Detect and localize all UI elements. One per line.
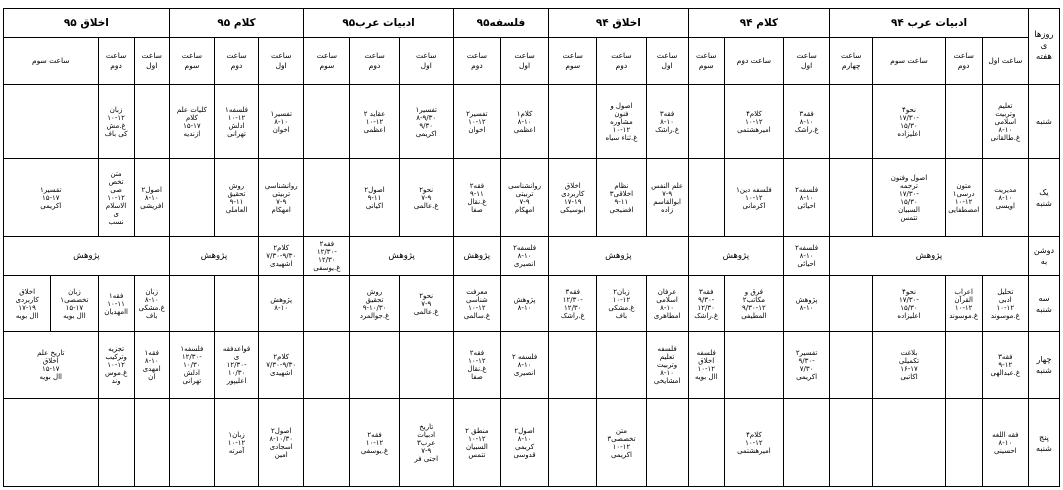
class-cell: فقه۳ -۱۲/۳۰ ۱۲/۳۰ غ.راشک: [549, 276, 597, 332]
class-cell: زبان۱ ۱۰-۱۲ آمرته: [214, 399, 258, 487]
class-cell: فلسفه دین۱ ۱۰-۱۲ اکرمانی: [724, 159, 783, 237]
class-cell: [549, 399, 597, 487]
research-cell: پژوهش: [169, 237, 258, 276]
class-cell: فقه۲ ۱۰-۱۲ غ.نقال صفا: [453, 332, 500, 399]
class-cell: نحو۴ -۱۷/۳۰ ۱۵/۳۰ اعلیزاده: [873, 276, 945, 332]
class-cell: نظام اخلاقی۳ ۹-۱۱ افضیحی: [597, 159, 646, 237]
class-cell: [945, 332, 982, 399]
class-cell: [214, 276, 258, 332]
class-cell: [830, 85, 873, 159]
class-cell: تفسیر۱ ۱۵-۱۷ اکریمی: [4, 159, 99, 237]
class-cell: [830, 332, 873, 399]
class-cell: کلام۴ ۱۰-۱۲ امیرهشتمی: [724, 399, 783, 487]
class-cell: روانشناسی تربیتی ۷-۹ امهکام: [500, 159, 548, 237]
slot-header: ساعت دوم: [350, 38, 399, 85]
class-cell: علم النفس ۷-۹ ابوالقاسم زاده: [646, 159, 688, 237]
day-label-sunday: یک شنبه: [1028, 159, 1059, 237]
group-header-arabic-lit-94: ادبیات عرب ۹۴: [830, 9, 1029, 38]
slot-header: ساعت سوم: [4, 38, 99, 85]
group-header-theology-95: کلام ۹۵: [169, 9, 303, 38]
group-header-ethics-95: اخلاق ۹۵: [4, 9, 170, 38]
class-cell: پژوهش ۸-۱۰: [784, 276, 830, 332]
day-label-thursday: پنج شنبه: [1028, 399, 1059, 487]
slot-header: ساعت اول: [646, 38, 688, 85]
slot-header: ساعت دوم: [597, 38, 646, 85]
slot-header: ساعت سوم: [873, 38, 945, 85]
class-cell: اصول وفنون ترجمه -۱۷/۳۰ ۱۵/۳۰ السبیان تتمس: [873, 159, 945, 237]
class-cell: اصول۲ ۹-۱۱ اکیانی: [350, 159, 399, 237]
slot-header: ساعت اول: [259, 38, 304, 85]
class-cell: [98, 399, 134, 487]
class-cell: اخلاق کاربردی ۱۷-۱۹ ابوسیکی: [549, 159, 597, 237]
class-cell: اصول و فنون مشاوره ۱۰-۱۲ غ.ثناء سیاه: [597, 85, 646, 159]
days-column-header: روزها ی هفته: [1028, 9, 1059, 85]
slot-header: ساعت اول: [784, 38, 830, 85]
slot-header: ساعت سوم: [688, 38, 724, 85]
class-cell: تفسیر۱ ۸-۹/۳۰ ۹/۳۰ اکریمی: [399, 85, 453, 159]
class-cell: کلام۲ ۷/۳۰-۹/۳۰ اشهیدی: [259, 332, 304, 399]
class-cell: قواعدفقه ی -۱۲/۳۰ ۱۰/۳۰ اعلیپور: [214, 332, 258, 399]
class-cell: اخلاق کاربردی ۱۷-۱۹ اال بویه: [15, 287, 39, 320]
class-cell: تجزیه وترکیب ۱۰-۱۲ غ.موس وند: [98, 332, 134, 399]
class-cell: فلسفه ۲ ۸-۱۰ انصیری: [500, 332, 548, 399]
class-cell: [304, 399, 350, 487]
class-cell: فقه۳ ۸-۱۰ غ.راشک: [784, 85, 830, 159]
class-cell: [134, 399, 169, 487]
day-label-saturday: شنبه: [1028, 85, 1059, 159]
class-cell: [304, 159, 350, 237]
class-cell: روش تحقیق ۹-۱۱ العاملی: [214, 159, 258, 237]
class-cell: زبان ۱۰-۱۲ غ.مش کی باف: [98, 85, 134, 159]
class-cell: فقه۳ -۹/۳۰ ۱۲/۳۰ غ.راشک: [688, 276, 724, 332]
class-cell: منطق ۲ ۱۰-۱۲ السبیان تتمس: [453, 399, 500, 487]
research-cell: پژوهش: [453, 237, 500, 276]
class-cell: [169, 276, 214, 332]
class-cell: کلیات علم کلام ۱۵-۱۷ ازندیه: [169, 85, 214, 159]
slot-header: ساعت دوم: [453, 38, 500, 85]
class-cell: تحلیل ادبی ۱۰-۱۲ غ.موسوند: [982, 276, 1028, 332]
slot-header: ساعت دوم: [98, 38, 134, 85]
class-cell: [304, 276, 350, 332]
class-cell: [169, 399, 214, 487]
class-cell: عقاید ۲ ۱۰-۱۲ اعظمی: [350, 85, 399, 159]
slot-header: ساعت دوم: [724, 38, 783, 85]
class-cell: فلسفه۲ ۸-۱۰ انصیری: [500, 237, 548, 276]
slot-header: ساعت اول: [134, 38, 169, 85]
class-cell: زبان ۸-۱۰ غ.مشکی باف: [134, 276, 169, 332]
class-cell: تاریخ علم اخلاق ۱۵-۱۷ اال بویه: [4, 332, 99, 399]
class-cell: [830, 159, 873, 237]
class-cell: فرق و مکاتب۲ ۹/۳۰-۱۲ المطیفی: [724, 276, 783, 332]
class-cell: [597, 332, 646, 399]
class-cell: [830, 276, 873, 332]
class-cell: روانشناسی تربیتی ۷-۹ امهکام: [259, 159, 304, 237]
class-cell: [399, 332, 453, 399]
class-cell: فقه۳ ۹-۱۲ غ.عبدالهی: [982, 332, 1028, 399]
class-cell: فلسفه اخلاق ۱۰-۱۲ اال بویه: [688, 332, 724, 399]
class-cell: تفسیر۲ ۱۰-۱۲ اخوان: [453, 85, 500, 159]
class-cell: تفسیر۱ ۸-۱۰ اخوان: [259, 85, 304, 159]
class-cell: پژوهش ۸-۱۰: [259, 276, 304, 332]
class-cell: تفسیر۲ -۹/۳۰ ۷/۳۰ اکریمی: [784, 332, 830, 399]
class-cell: [4, 85, 99, 159]
class-cell: [134, 85, 169, 159]
class-cell: نحو۲ ۷-۹ غ.عالمی: [399, 276, 453, 332]
day-label-monday: دوشن به: [1028, 237, 1059, 276]
class-cell: تاریخ ادبیات عرب۳ ۷-۹ اجتی فر: [399, 399, 453, 487]
slot-header: ساعت اول: [982, 38, 1028, 85]
research-cell: پژوهش: [688, 237, 783, 276]
class-cell: کلام۴ ۱۰-۱۲ امیرهشتمی: [724, 85, 783, 159]
slot-header: ساعت سوم: [549, 38, 597, 85]
class-cell: متن تخصصی۳ ۱۰-۱۲ اکریمی: [597, 399, 646, 487]
class-cell: معرفت شناسی ۱۰-۱۲ غ.سالمی: [453, 276, 500, 332]
class-cell: [688, 399, 724, 487]
slot-header: ساعت دوم: [945, 38, 982, 85]
class-cell: اصول۲ ۸-۱۰/۳۰ اسجادی امین: [259, 399, 304, 487]
slot-header: ساعت چهارم: [830, 38, 873, 85]
class-cell: [549, 85, 597, 159]
class-cell: فقه۳ ۸-۱۰ غ.راشک: [646, 85, 688, 159]
class-cell: [830, 399, 873, 487]
class-cell: اعراب القرآن ۱۰-۱۲ غ.موسوند: [945, 276, 982, 332]
class-cell: عرفان اسلامی ۸-۱۰ امطاهری: [646, 276, 688, 332]
slot-header: ساعت سوم: [169, 38, 214, 85]
research-cell: پژوهش: [830, 237, 1029, 276]
class-cell: زبان۲ ۱۰-۱۲ غ.مشکی باف: [597, 276, 646, 332]
class-cell: فقه۱ ۸-۱۰ امهدی ان: [134, 332, 169, 399]
class-cell: [784, 399, 830, 487]
class-cell: بلاغت تکمیلی ۱۶-۱۷ اکاتبی: [873, 332, 945, 399]
class-cell: [350, 332, 399, 399]
class-cell: تعلیم وتربیت اسلامی ۸-۱۰ غ.طالقانی: [982, 85, 1028, 159]
class-cell: فقه اللغه ۸-۱۰ احسینی: [982, 399, 1028, 487]
research-cell: پژوهش: [549, 237, 689, 276]
class-cell: متون درسی۱ ۱۰-۱۲ امصطفایی: [945, 159, 982, 237]
day-label-wednesday: چهار شنبه: [1028, 332, 1059, 399]
class-cell: فلسفه۱ ۱۰-۱۲ ادلش تهرانی: [214, 85, 258, 159]
slot-header: ساعت دوم: [214, 38, 258, 85]
class-cell: اصول۲ ۸-۱۰ کریمی قدوسی: [500, 399, 548, 487]
class-cell: فلسفه تعلیم وتربیت ۸-۱۰ امشایخی: [646, 332, 688, 399]
class-cell: [646, 399, 688, 487]
research-cell: پژوهش: [4, 237, 170, 276]
class-cell: [4, 399, 99, 487]
group-header-theology-94: کلام ۹۴: [688, 9, 830, 38]
class-cell: [688, 159, 724, 237]
class-cell: فقه۲ ۱۰-۱۲ غ.یوسفی: [350, 399, 399, 487]
class-cell: [688, 85, 724, 159]
group-header-arabic-lit-95: ادبیات عرب۹۵: [304, 9, 454, 38]
class-cell: اصول۲ ۸-۱۰ افریشی: [134, 159, 169, 237]
class-cell: [549, 332, 597, 399]
class-cell: پژوهش ۸-۱۰: [500, 276, 548, 332]
class-cell: [304, 85, 350, 159]
class-cell: کلام۱ ۸-۱۰ اعظمی: [500, 85, 548, 159]
class-cell: زبان تخصصی۱ ۱۵-۱۷ اال بویه: [50, 276, 97, 331]
split-cell: [4, 276, 99, 332]
class-cell: فقه۲ ۹-۱۱ غ.نقال صفا: [453, 159, 500, 237]
day-label-tuesday: سه شنبه: [1028, 276, 1059, 332]
class-cell: [945, 85, 982, 159]
class-cell: [945, 399, 982, 487]
class-cell: [169, 159, 214, 237]
class-cell: نحو۲ ۷-۹ غ.عالمی: [399, 159, 453, 237]
class-cell: کلام۲ ۷/۳۰-۹/۳۰ اشهیدی: [259, 237, 304, 276]
class-cell: فقه۱ ۱۰-۱۱ اامهدیان: [98, 276, 134, 332]
group-header-ethics-94: اخلاق ۹۴: [549, 9, 689, 38]
slot-header: ساعت اول: [500, 38, 548, 85]
research-cell: پژوهش: [350, 237, 453, 276]
class-cell: فلسفه۱ -۱۲/۳۰ ۱۰/۳۰ ادلش تهرانی: [169, 332, 214, 399]
slot-header: ساعت اول: [399, 38, 453, 85]
group-header-philosophy-95: فلسفه۹۵: [453, 9, 548, 38]
class-cell: مدیریت ۸-۱۰ اویسی: [982, 159, 1028, 237]
class-cell: [304, 332, 350, 399]
class-cell: فلسفه۲ ۸-۱۰ احیائی: [784, 237, 830, 276]
class-cell: نحو۴ -۱۷/۳۰ ۱۵/۳۰ اعلیزاده: [873, 85, 945, 159]
class-cell: روش تحقیق ۹-۱۰/۳۰ غ.جوالمرد: [350, 276, 399, 332]
weekly-schedule-table: [3, 8, 1060, 487]
class-cell: [873, 399, 945, 487]
class-cell: [724, 332, 783, 399]
slot-header: ساعت سوم: [304, 38, 350, 85]
class-cell: فلسفه۲ ۸-۱۰ احیائی: [784, 159, 830, 237]
class-cell: فقه۲ -۱۲/۳۰ ۱۲/۳۰ غ.یوسفی: [304, 237, 350, 276]
class-cell: متن تخص صی ۱۰-۱۲ الاسلام ی نسب: [98, 159, 134, 237]
